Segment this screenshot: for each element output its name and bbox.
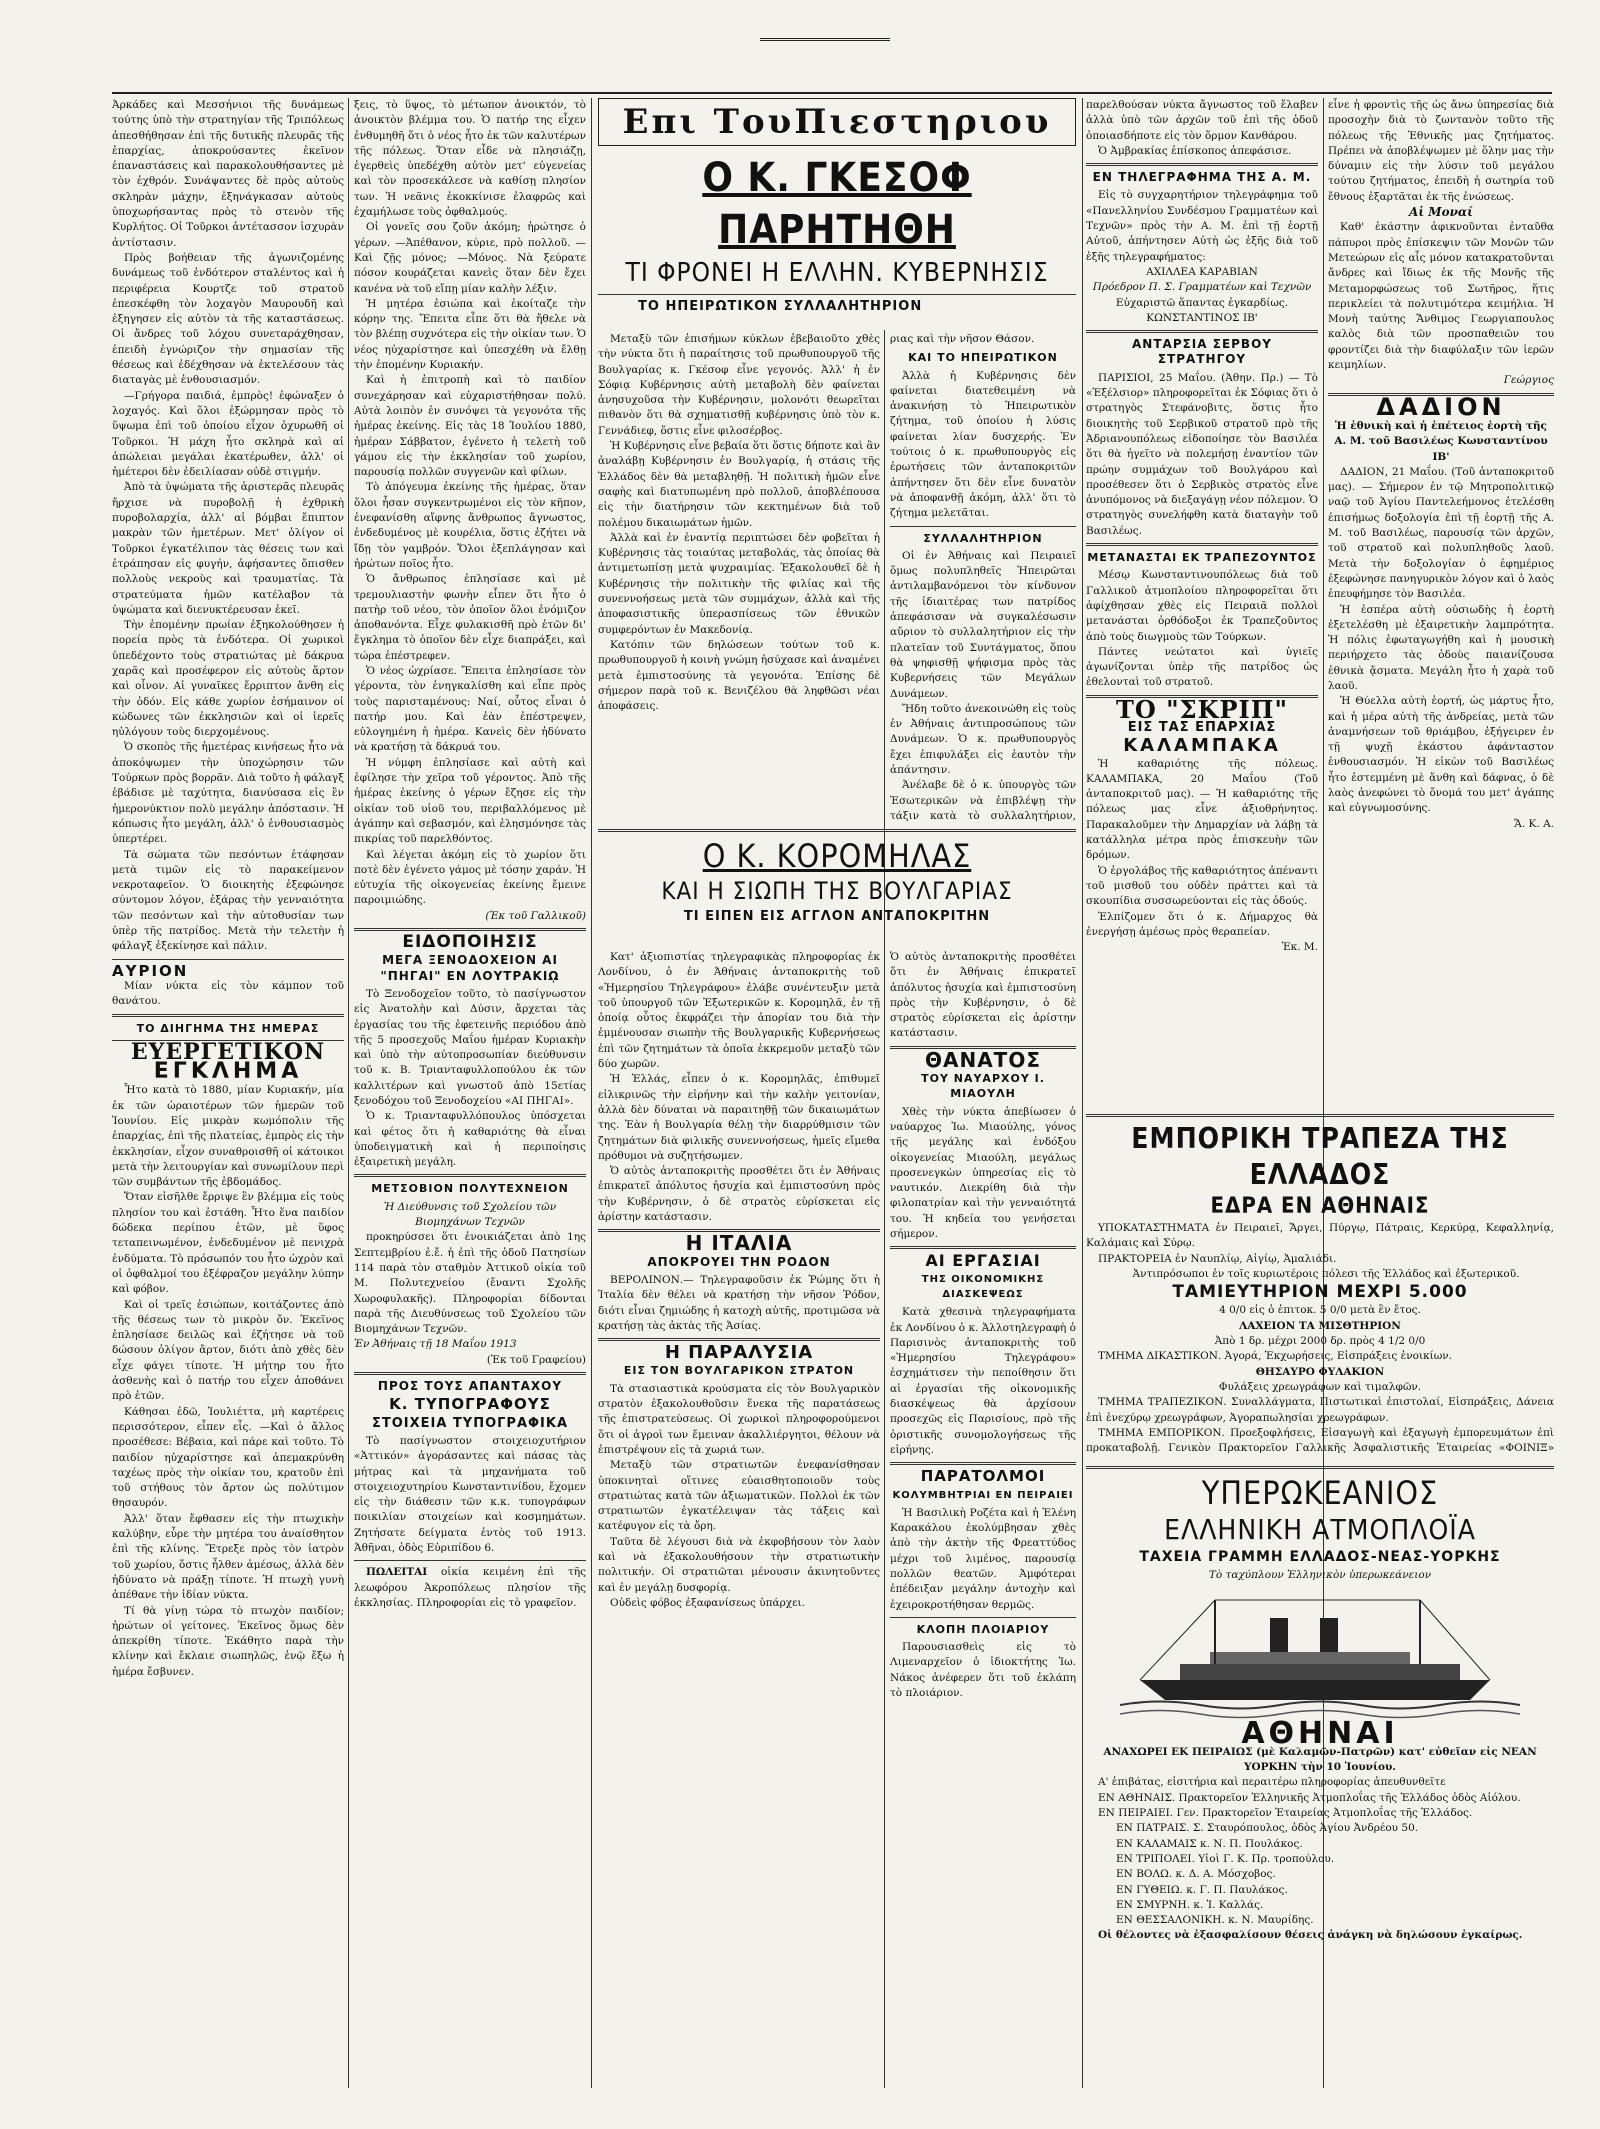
telegram-signature: Εὐχαριστῶ ἅπαντας ἐγκαρδίως.: [1115, 296, 1289, 309]
article-text: Ὁ αὐτὸς ἀνταποκριτὴς προσθέτει ὅτι ἐν Ἀθήναις ἐπικρατεῖ ἀπόλυτος ἡσυχία καὶ ἐμπιστοσύνη πρὸς τὴν Κυβέρνησιν, ὁ δὲ στρατὸς εὑρίσκεται εἰς ἀρίστην κατάστασιν.: [890, 951, 1076, 1040]
bank-text: Ἀντιπρόσωποι ἐν τοῖς κυριωτέροις πόλεσι τῆς Ἑλλάδος καὶ ἐξωτερικοῦ.: [1132, 1267, 1520, 1280]
article-text: Κατὰ χθεσινὰ τηλεγραφήματα ἐκ Λονδίνου ὁ κ. Ἀλλοτηλεγραφὴ ὁ Παρισινὸς ἀνταποκριτὴς τοῦ «Ἡμερησίου Τηλεγράφου» ἐσχημάτισεν τὴν πεποίθησιν ὅτι αἱ ἐργασίαι τῆς οἰκονομικῆς διασκέψεως θὰ ἀρχίσουν προσεχῶς εἰς Παρισίους, πρὸ τῆς ὁριστικῆς συνομολογήσεως τῆς εἰρήνης.: [890, 1306, 1076, 1456]
article-text: Κατόπιν τῶν δηλώσεων τούτων τοῦ κ. πρωθυπουργοῦ ἡ κοινὴ γνώμη ἠσύχασε καὶ ἀναμένει μετὰ ἐμπιστοσύνης τὰ γεγονότα. Ἐπίσης δὲ σήμερον παρὰ τοῦ κ. Βενιζέλου θὰ ληφθῶσι νέαι ἀποφάσεις.: [598, 638, 880, 713]
section-rule: [354, 1560, 586, 1561]
section-rule: [1086, 543, 1318, 546]
bank-text: ΛΑΧΕΙΟΝ ΤΑ ΜΙΣΘΤΗΡΙΟΝ: [1239, 1319, 1401, 1332]
ship-text: ΑΝΑΧΩΡΕΙ ΕΚ ΠΕΙΡΑΙΩΣ (μὲ Καλαμῶν-Πατρῶν) κατ' εὐθεῖαν εἰς ΝΕΑΝ ΥΟΡΚΗΝ τὴν 10 Ἰουνίου.: [1103, 1745, 1537, 1774]
column-divider: [591, 98, 592, 2088]
skrip-sub: ΕΙΣ ΤΑΣ ΕΠΑΡΧΙΑΣ: [1127, 719, 1277, 735]
article-text: Κατ' ἀξιοπιστίας τηλεγραφικὰς πληροφορίας ἐκ Λονδίνου, ὁ ἐν Ἀθήναις ἀνταποκριτὴς τοῦ «Ἡμερησίου Τηλεγράφου» ἐλάβε συνέντευξιν μετὰ τοῦ ὑπουργοῦ τῶν Ἐξωτερικῶν κ. Κορομηλᾶ, ἐν τῇ ὁποίᾳ οὗτος ἐκφράζει τὴν ἀπορίαν του διὰ τὴν ἐμμένουσαν σιωπὴν τῆς Βουλγαρικῆς Κυβερνήσεως ἐπὶ τῶν ζητημάτων τὰ ὁποῖα ἐκκρεμοῦν μεταξὺ τῶν δύο χωρῶν.: [598, 951, 880, 1071]
story-text: Ἡ μητέρα ἐσιώπα καὶ ἐκοίταζε τὴν κόρην της. Ἔπειτα εἶπε ὅτι θὰ ἤθελε νὰ τὸν βλέπῃ συχνότερα εἰς τὴν οἰκίαν των. Ὁ νέος ηὐχαρίστησε καὶ ὑπεσχέθη νὰ ἔλθῃ τὴν ἐπομένην Κυριακήν.: [354, 297, 586, 372]
skrip-signature: Ἐκ. Μ.: [1281, 941, 1318, 954]
section-rule: [890, 526, 1076, 527]
article-text: Ὁ σκοπὸς τῆς ἡμετέρας κινήσεως ἦτο νὰ ἀποκόψωμεν τὴν ὑποχώρησιν τῶν Τούρκων πρὸς βορρᾶν. Διὰ τοῦτο ἡ φάλαγξ ἐβάδισε μὲ ταχύτητα, διανύσασα εἰς ἓν ἡμερονύκτιον πολὺ μεγάλην ἀπόστασιν. Ἡ κόπωσις ἦτο μεγάλη, ἀλλ' ὁ ἐνθουσιασμὸς ὑπερτέρει.: [112, 741, 344, 846]
column-6: [1328, 98, 1554, 1088]
article-text: Οἱ ἐν Ἀθήναις καὶ Πειραιεῖ ὅμως πολυπληθεῖς Ἠπειρῶται ἀντιλαμβανόμενοι τὸν κίνδυνον τῆς ἰδιαιτέρας των πατρίδος ἀπεφάσισαν νὰ συγκαλέσωσιν αὔριον τὸ συλλαλητήριον εἰς τὴν πλατεῖαν τοῦ Συντάγματος, ὅπου θὰ ψηφισθῇ ψήφισμα πρὸς τὰς Κυβερνήσεις τῶν Μεγάλων Δυνάμεων.: [890, 549, 1076, 700]
bank-seat: ΕΔΡΑ ΕΝ ΑΘΗΝΑΙΣ: [1210, 1194, 1430, 1219]
story-text: Ὁ ἄνθρωπος ἐπλησίασε καὶ μὲ τρεμουλιαστὴν φωνὴν εἶπεν ὅτι ἦτο ὁ πατὴρ τοῦ νέου, τὸν ὁποῖον ὅλοι ἐνόμιζον ἀποθανόντα. Εἶχε φυλακισθῆ πρὸ ἐτῶν δι' ἔγκλημα τὸ ὁποῖον δὲν εἶχε διαπράξει, καὶ τώρα ἐπέστρεφεν.: [354, 573, 586, 662]
article-text: Πάντες νεώτατοι καὶ ὑγιεῖς ἀγωνίζονται ὑπὲρ τῆς πατρίδος ὡς ἐθελονταὶ τοῦ στρατοῦ.: [1086, 645, 1318, 689]
article-text: Ἡ Θύελλα αὐτὴ ἑορτή, ὡς μάρτυς ἦτο, καὶ ἡ μέρα αὐτὴ τῆς ἀνδρείας, μετὰ τῶν ἀναμνήσεων τοῦ θριάμβου, ἐξήγειρεν ἐν τῇ ψυχῇ ἑκάστου ἀφάνταστον ἐνθουσιασμόν. Ἡ εἰκὼν τοῦ Βασιλέως ἦτο ἐστεμμένη μὲ ἄνθη καὶ δάφνας, ὁ δὲ λαὸς ἀνεφώνει τὸ ὄνομά του μετ' ἀγάπης καὶ εὐγνωμοσύνης.: [1328, 695, 1554, 815]
column-4: [890, 332, 1076, 822]
column-divider: [884, 330, 885, 2088]
bank-text: ΠΡΑΚΤΟΡΕΙΑ ἐν Ναυπλίῳ, Αἰγίῳ, Ἀμαλιάδι.: [1098, 1252, 1337, 1265]
thanatos-title: ΘΑΝΑΤΟΣ: [924, 1047, 1041, 1072]
ship-line: ΤΑΧΕΙΑ ΓΡΑΜΜΗ ΕΛΛΑΔΟΣ-ΝΕΑΣ-ΥΟΡΚΗΣ: [1139, 1549, 1501, 1565]
bank-text: Ἀπὸ 1 δρ. μέχρι 2000 δρ. πρὸς 4 1/2 0/0: [1214, 1335, 1426, 1348]
story-text: Κάθησαι ἐδῶ, Ἰουλιέττα, μὴ καρτέρεις περισσότερον, εἶπεν εἷς. —Καὶ ὁ ἄλλος προσέθεσε: Βέβαια, καὶ πάρε καὶ τοῦτο. Τὸ παιδίον ηὐχαρίστησε καὶ ἀπεμακρύνθη ταχέως πρὸς τὴν οἰκίαν του, κρατοῦν ἐπὶ τοῦ στήθους τὸν ἄρτον ὡς πολύτιμον θησαυρόν.: [112, 1405, 344, 1510]
section-rule: [598, 829, 1076, 832]
column-divider: [1082, 98, 1083, 2088]
kolymvitriai-title: ΠΑΡΑΤΟΛΜΟΙ: [920, 1467, 1046, 1486]
polytechnic-date: Ἐν Ἀθήναις τῇ 18 Μαΐου 1913: [354, 1338, 517, 1351]
article-text: Ἡ Κυβέρνησις εἶνε βεβαία ὅτι ὅστις δήποτε καὶ ἂν ἀναλάβῃ Κυβέρνησιν ἐν Βουλγαρίᾳ, ἡ στάσις τῆς Ἑλλάδος δὲν θὰ μεταβληθῇ. Ἡ πολιτικὴ ἡμῶν εἶνε σαφὴς καὶ διατυπωμένη πρὸ πολλοῦ, ἀποβλέπουσα εἰς τὴν διατήρησιν τῶν κεκτημένων διὰ τοῦ πολέμου δικαιωμάτων ἡμῶν.: [598, 440, 880, 529]
top-rule: [112, 92, 1552, 94]
headline: Ο Κ. ΓΚΕΣΟΦ ΠΑΡΗΤΗΘΗ: [702, 155, 972, 253]
section-rule: [598, 1338, 880, 1341]
article-text: Οὐδεὶς φόβος ἐξαφανίσεως ὑπάρχει.: [610, 1596, 806, 1609]
article-text: Μεταξὺ τῶν ἐπισήμων κύκλων ἐβεβαιοῦτο χθὲς τὴν νύκτα ὅτι ἡ παραίτησις τοῦ πρωθυπουργοῦ τῆς Βουλγαρίας κ. Γκέσοφ εἶνε γεγονός. Ἀλλ' ἡ ἐν Σόφιᾳ Κυβέρνησις αὐτὴ μεταβολὴ δὲν φαίνεται ἀνησυχοῦσα τὴν Κυβέρνησιν, μολονότι θεωρεῖται πιθανὸν ὅτι θὰ σχηματισθῇ κυβέρνησις ὑπὸ τὸν κ. Γεννάδιεφ, ὅστις εἶνε φιλοσέρβος.: [598, 333, 880, 437]
dadion-signature: Ἄ. Κ. Α.: [1514, 817, 1554, 830]
polytechnic-text: προκηρύσσει ὅτι ἐνοικιάζεται ἀπὸ 1ης Σεπτεμβρίου ἐ.ἔ. ἡ ἐπὶ τῆς ὁδοῦ Πατησίων 114 παρὰ τὸν σταθμὸν Ἀττικοῦ οἰκία τοῦ Μ. Πολυτεχνείου (ἔναντι Σχολῆς Χωροφυλακῆς). Πληροφορίαι δίδονται παρὰ τῆς Διευθύνσεως τοῦ Σχολείου τῶν Βιομηχάνων Τεχνῶν.: [354, 1231, 586, 1336]
page-top-ornament: [760, 38, 890, 49]
ship-agent: ΕΝ ΣΜΥΡΝΗ. κ. Ἰ. Καλλάς.: [1116, 1898, 1264, 1911]
story-title: ΕΓΚΛΗΜΑ: [153, 1059, 303, 1085]
column-1: [112, 98, 344, 2088]
article-text: Ἀνέλαβε δὲ ὁ κ. ὑπουργὸς τῶν Ἐσωτερικῶν νὰ ἐπιβλέψῃ τὴν τάξιν κατὰ τὸ συλλαλητήριον,: [890, 779, 1076, 822]
story-signature: (Ἐκ τοῦ Γαλλικοῦ): [485, 909, 586, 922]
article-text: Ἀλλὰ ἡ Κυβέρνησις δὲν φαίνεται διατεθειμένη νὰ ἀνακινήσῃ τὸ Ἠπειρωτικὸν ζήτημα, τοῦ ὁποίου ἡ λύσις φαίνεται λίαν δυσχερής. Ἐν τούτοις ὁ κ. πρωθυπουργὸς εἰς ἐρωτήσεις τῶν ἀνταποκριτῶν ἀπήντησεν ὅτι δὲν εἶνε δυνατὸν νὰ ἀποφανθῇ ἀκόμη, ἀλλ' ὅτι τὸ ζήτημα μελετᾶται.: [890, 369, 1076, 520]
ship-agent: ΕΝ ΒΟΛΩ. κ. Δ. Α. Μόσχοβος.: [1116, 1868, 1276, 1881]
italia-sub: ΑΠΟΚΡΟΥΕΙ ΤΗΝ ΡΟΔΟΝ: [647, 1254, 831, 1269]
article-text: Ἡ Ἑλλάς, εἶπεν ὁ κ. Κορομηλᾶς, ἐπιθυμεῖ εἰλικρινῶς τὴν εἰρήνην καὶ τὴν καλὴν γειτονίαν, ἀλλὰ δὲν δύναται νὰ παραιτηθῇ τῶν δικαιωμάτων της. Ἐὰν ἡ Βουλγαρία θέλῃ τὴν διαρρύθμισιν τῶν ζητημάτων διὰ φιλικῆς συνεννοήσεως, ἡμεῖς εἴμεθα πρόθυμοι νὰ συζητήσωμεν.: [598, 1073, 880, 1162]
section-rule: [354, 928, 586, 931]
klopi-title: ΚΛΟΠΗ ΠΛΟΙΑΡΙΟΥ: [916, 1622, 1050, 1636]
article-text: —Γρήγορα παιδιά, ἐμπρὸς! ἐφώναξεν ὁ λοχαγός. Καὶ ὅλοι ἐξώρμησαν πρὸς τὸ ὕψωμα ἐπὶ τοῦ ὁποίου εἶχον ὀχυρωθῆ οἱ Τοῦρκοι. Ἡ μάχη ἦτο σκληρὰ καὶ αἱ ἀπώλειαι μεγάλαι ἑκατέρωθεν, ἀλλ' οἱ ἡμέτεροι δὲν ἐδειλίασαν οὐδὲ στιγμήν.: [112, 389, 344, 479]
ship-agent: ΕΝ ΤΡΙΠΟΛΕΙ. Υἱοὶ Γ. Κ. Πρ. τροπούλου.: [1116, 1852, 1335, 1865]
dadion-subtitle: Ἡ ἐθνικὴ καὶ ἡ ἐπέτειος ἑορτὴ τῆς Α. Μ. τοῦ Βασιλέως Κωνσταντίνου ΙΒ': [1334, 419, 1548, 463]
article-text: ΠΑΡΙΣΙΟΙ, 25 Μαΐου. (Ἀθην. Πρ.) — Τὸ «Ἐξέλσιορ» πληροφορεῖται ἐκ Σόφιας ὅτι ὁ στρατηγὸς Στεφάνοβιτς, ὅστις ἦτο διοικητὴς τοῦ Σερβικοῦ στρατοῦ πρὸ τῆς Ἀδριανουπόλεως εἰδοποίησε τὸν Βασιλέα ὅτι θὰ ἠγεῖτο νὰ πολεμήσῃ ἐναντίον τῶν πρώην συμμάχων τοῦ Βουλγάρου καὶ προσέθεσεν ὅτι ὁ Σερβικὸς στρατὸς εἶνε ἀνυπόμονος νὰ διεξαγάγῃ νέον πόλεμον. Ὁ στρατηγὸς συνελήφθη κατὰ διαταγὴν τοῦ Βασιλέως.: [1086, 371, 1318, 537]
article-text: Ὁ Ἀμβρακίας ἐπίσκοπος ἀπεφάσισε.: [1098, 144, 1292, 157]
typo-text: Τὸ πασίγνωστον στοιχειοχυτήριον «Ἀττικόν» ἀγοράσαντες καὶ πάσας τὰς μήτρας καὶ τὰ μηχανήματα τοῦ στοιχειοχυτηρίου Κωνσταντινίδου, ἔχομεν εἰς τὴν διάθεσιν τῶν κ.κ. τυπογράφων ποικιλίαν στοιχείων καὶ κοσμημάτων. Ζητήσατε δείγματα ἐντὸς τοῦ 1913. Ἀθῆναι, ὁδὸς Εὐριπίδου 6.: [354, 1434, 586, 1555]
ship-caption: Τὸ ταχύπλουν Ἑλληνικὸν ὑπερωκεάνειον: [1208, 1569, 1432, 1582]
article-text: Ἡ ἐσπέρα αὐτὴ οὐσιωδὴς ἡ ἑορτὴ ἐξετελέσθη μὲ ἐξαιρετικὴν λαμπρότητα. Ἡ πόλις ἐφωταγωγήθη καὶ ἡ μουσικὴ περιήρχετο τὰς ὁδοὺς παιανίζουσα ἐθνικὰ ᾄσματα. Μεγάλη ἦτο ἡ χαρὰ τοῦ λαοῦ.: [1328, 603, 1554, 692]
story-text: Τὸ ἀπόγευμα ἐκείνης τῆς ἡμέρας, ὅταν ὅλοι ἦσαν συγκεντρωμένοι εἰς τὸν κῆπον, ἐνεφανίσθη αἴφνης ἄνθρωπος ἄγνωστος, ἐνδεδυμένος μὲ κουρέλια, ὅστις ἐζήτει νὰ ἴδῃ τὸν γαμβρόν. Ὅλοι ἐξεπλάγησαν καὶ ἠρώτων ποῖος ἦτο.: [354, 481, 586, 570]
bank-text: Φυλάξεις χρεωγράφων καὶ τιμαλφῶν.: [1218, 1380, 1422, 1393]
article-text: Ἀλλὰ καὶ ἐν ἐναντίᾳ περιπτώσει δὲν φοβεῖται ἡ Κυβέρνησις τὰς τοιαύτας μεταβολάς, τὰς ὁποίας θὰ ἀντιμετωπίσῃ μετὰ ψυχραιμίας. Ἐξακολουθεῖ δὲ ἡ Κυβέρνησις τὴν πολιτικὴν τῆς φιλίας καὶ τῆς συνεννοήσεως μετὰ τῶν συμμάχων, ἀλλὰ καὶ τῆς ἀποφασιστικῆς ὑπερασπίσεως τῶν ἐθνικῶν συμφερόντων ἐν Μακεδονίᾳ.: [598, 531, 880, 636]
section-rule: [1086, 1114, 1554, 1117]
story-text: Ἀλλ' ὅταν ἔφθασεν εἰς τὴν πτωχικὴν καλύβην, εὗρε τὴν μητέρα του ἀναίσθητον ἐπὶ τῆς κλίνης. Ἔτρεξε πρὸς τὸν ἰατρὸν τοῦ χωρίου, ὅστις ἦλθεν ἀμέσως, ἀλλὰ δὲν ἠδύνατο νὰ πράξῃ τίποτε. Ἡ πτωχὴ γυνὴ ἀπέθανε τὴν ἰδίαν νύκτα.: [112, 1512, 344, 1602]
deck: ΤΙ ΦΡΟΝΕΙ Η ΕΛΛΗΝ. ΚΥΒΕΡΝΗΣΙΣ: [625, 258, 1049, 288]
article-text: Καθ' ἑκάστην ἀφικνοῦνται ἐνταῦθα πάπυροι πρὸς ἐπίσκεψιν τῶν Μονῶν τῶν Μετεώρων εἰς αἷς μόνον κατακρατοῦνται ἄνδρες καὶ ἴδιως ἐκ τῆς Μονῆς τῆς Μεταμορφώσεως τοῦ Σωτῆρος, ἥτις περικλείει τὰ πολυτιμότερα κειμήλια. Ἡ Μονὴ ταύτης Ἄνθιμος Γεωργιαπουλος καλὸς διὰ τῶν προσπαθειῶν του φροντίζει διὰ τὴν διαφύλαξιν τῶν ἱερῶν κειμηλίων.: [1328, 221, 1554, 372]
aurion-text: Μίαν νύκτα εἰς τὸν κάμπον τοῦ θανάτου.: [112, 979, 344, 1008]
skrip-title: ΤΟ "ΣΚΡΙΠ": [1116, 694, 1288, 724]
sale-body: οἰκία κειμένη ἐπὶ τῆς λεωφόρου Ἀκροπόλεως πλησίον τῆς ἐκκλησίας. Πληροφορίαι εἰς τὸ γραφεῖον.: [354, 1566, 586, 1609]
section-rule: [598, 294, 1076, 295]
koromilas-deck: ΚΑΙ Η ΣΙΩΠΗ ΤΗΣ ΒΟΥΛΓΑΡΙΑΣ: [661, 877, 1013, 905]
ship-advertisement: [1086, 1462, 1554, 2088]
column-4-lower: [890, 950, 1076, 2088]
article-text: Ἤδη τοῦτο ἀνεκοινώθη εἰς τοὺς ἐν Ἀθήναις ἀντιπροσώπους τῶν Δυνάμεων. Ὁ κ. πρωθυπουργὸς ἔχει ἐπιφυλάξει εἰς ἑαυτὸν τὴν ἀπάντησιν.: [890, 702, 1076, 777]
koromilas-header: [598, 825, 1076, 945]
story-text: Ἦτο κατὰ τὸ 1880, μίαν Κυριακήν, μία ἐκ τῶν ὡραιοτέρων τῶν ἡμερῶν τοῦ Ἰουνίου. Εἰς μικρὰν κωμόπολιν τῆς ἐπαρχίας, ἐπὶ τῆς πλατείας, ἐμπρὸς εἰς τὴν ἐκκλησίαν, εἶχον συναθροισθῆ οἱ κάτοικοι μετὰ τὴν λειτουργίαν καὶ συνωμίλουν περὶ τῶν συμβάντων τῆς ἑβδομάδος.: [112, 1084, 344, 1189]
bank-text: ΤΜΗΜΑ ΤΡΑΠΕΖΙΚΟΝ. Συναλλάγματα, Πιστωτικαὶ ἐπιστολαί, Εἰσπράξεις, Δάνεια ἐπὶ ἐνεχύρῳ χρεωγράφων, Ἀγοραπωλησίαι χρεωγράφων.: [1086, 1396, 1554, 1424]
article-text: Μέσῳ Κωνσταντινουπόλεως διὰ τοῦ Γαλλικοῦ ἀτμοπλοίου πληροφορεῖται ὅτι ἀφίχθησαν χθὲς εἰς Πειραιᾶ πολλοὶ μετανάσται ὀρθόδοξοι ἐκ Τραπεζοῦντος ἀπὸ τοὺς διωγμοὺς τῶν Τούρκων.: [1086, 569, 1318, 643]
article-text: Ὁ ἐργολάβος τῆς καθαριότητος ἀπέναντι τοῦ μισθοῦ του οὐδὲν πράττει καὶ τὰ σκουπίδια συσσωρεύονται εἰς τὰς ὁδούς.: [1086, 864, 1318, 908]
section-rule: [112, 959, 344, 960]
paralysia-title: Η ΠΑΡΑΛΥΣΙΑ: [664, 1342, 814, 1364]
column-2: [354, 98, 586, 2088]
section-rule: [112, 1014, 344, 1017]
polytechnic-subtitle: Ἡ Διεύθυνσις τοῦ Σχολείου τῶν Βιομηχάνων Τεχνῶν: [383, 1200, 557, 1229]
article-text: Ἡ καθαριότης τῆς πόλεως. ΚΑΛΑΜΠΑΚΑ, 20 Μαΐου (Τοῦ ἀνταποκριτοῦ μας). — Ἡ καθαριότης τῆς πόλεως μας εἶνε ἀξιοθρήνητος. Παρακαλοῦμεν τὴν Δημαρχίαν νὰ λάβῃ τὰ κατάλληλα μέτρα πρὸς ἐπισκευὴν τῶν δρόμων.: [1086, 757, 1318, 862]
notice-text: Τὸ Ξενοδοχεῖον τοῦτο, τὸ πασίγνωστον εἰς Ἀνατολὴν καὶ Δύσιν, ἄρχεται τὰς ἐργασίας του τῆς ἐφετεινῆς περιόδου ἀπὸ τῆς 5 προσεχοῦς Μαΐου ἡμέραν Κυριακὴν καὶ ὑπὸ τὴν αὐτοπροσωπίαν διεύθυνσιν τοῦ κ. Β. Τριανταφυλλοπούλου ἐκ τῶν καλλιτέρων καὶ γνωστοῦ ἀπὸ 15ετίας ξενοδόχου τοῦ Ξενοδοχείου «ΑΙ ΠΗΓΑΙ».: [354, 987, 586, 1107]
bank-text: ΥΠΟΚΑΤΑΣΤΗΜΑΤΑ ἐν Πειραιεῖ, Ἄργει, Πύργῳ, Πάτραις, Κερκύρᾳ, Κεφαλληνίᾳ, Καλάμαις καὶ Σύρῳ.: [1086, 1222, 1554, 1250]
column-5: [1086, 98, 1318, 1128]
monai-signature: Γεώργιος: [1503, 374, 1554, 387]
article-text: Πρὸς βοήθειαν τῆς ἀγωνιζομένης δυνάμεως τοῦ ἐνδότερον σταλέντος καὶ ἡ περιφέρεια Κουρτζε τοῦ στρατοῦ ἐπεσκέφθη τὸν λοχαγὸν Μαυρουδῆ καὶ ἐξηγησεν εἰς αὐτὸν τὰ τῆς καταστάσεως. Οἱ ἄνδρες τοῦ λόχου συνεταράχθησαν, ἐπειδὴ ἐγνώριζον τὴν σημασίαν τῆς θέσεως καὶ ἐδέχθησαν νὰ ἐκτελέσουν τὰς διαταγὰς μὲ ἐνθουσιασμόν.: [112, 251, 344, 387]
subhead: ΣΥΛΛΑΛΗΤΗΡΙΟΝ: [923, 531, 1043, 545]
story-text: Ὅταν εἰσῆλθε ἔρριψε ἓν βλέμμα εἰς τοὺς πλησίον του καὶ ἐστάθη. Ἦτο ἕνα παιδίον δώδεκα περίπου ἐτῶν, μὲ ὕφος τεταπεινωμένον, ἐνδεδυμένον μὲ πενιχρὰ ἐνδύματα. Τὸ πρόσωπόν του ἦτο ὠχρὸν καὶ οἱ ὀφθαλμοί του ἐξέφραζον μεγάλην λύπην καὶ φόβον.: [112, 1191, 344, 1296]
ergasiai-sub: ΤΗΣ ΟΙΚΟΝΟΜΙΚΗΣ ΔΙΑΣΚΕΨΕΩΣ: [921, 1273, 1045, 1300]
story-text: Ὁ νέος ὠχρίασε. Ἔπειτα ἐπλησίασε τὸν γέροντα, τὸν ἐνηγκαλίσθη καὶ εἶπε πρὸς τοὺς παρισταμένους: Ναί, οὗτος εἶναι ὁ πατήρ μου. Καὶ ἐὰν ἐπέστρεψεν, εὐλογημένη ἡ ἡμέρα. Κανεὶς δὲν ἠδύνατο νὰ κρατήσῃ τὰ δάκρυά του.: [354, 664, 586, 754]
article-text: Χθὲς τὴν νύκτα ἀπεβίωσεν ὁ ναύαρχος Ἰω. Μιαούλης, γόνος τῆς μεγάλης καὶ ἐνδόξου οἰκογενείας Μιαούλη, μεγάλως προσενεγκὼν ὑπηρεσίας εἰς τὸ ναυτικόν. Διεκρίθη διὰ τὴν φιλοπατρίαν καὶ τὴν γενναιότητά του. Ἡ κηδεία του γενήσεται σήμερον.: [890, 1105, 1076, 1241]
ship-text: ΕΝ ΑΘΗΝΑΙΣ. Πρακτορεῖον Ἑλληνικῆς Ἀτμοπλοΐας τῆς Ἑλλάδος ὁδὸς Αἰόλου.: [1098, 1791, 1521, 1804]
ship-text: ΕΝ ΠΕΙΡΑΙΕΙ. Γεν. Πρακτορεῖον Ἑταιρείας Ἀτμοπλοΐας τῆς Ἑλλάδος.: [1098, 1807, 1473, 1820]
typo-title: Κ. ΤΥΠΟΓΡΑΦΟΥΣ: [389, 1395, 551, 1414]
section-rule: [354, 1372, 586, 1375]
bank-savings: ΤΑΜΙΕΥΤΗΡΙΟΝ ΜΕΧΡΙ 5.000: [1172, 1282, 1468, 1303]
story-text: Καὶ λέγεται ἀκόμη εἰς τὸ χωρίον ὅτι ποτὲ δὲν ἐγένετο γάμος μὲ τόσην χαράν. Ἡ εὐτυχία τῆς οἰκογενείας ἐκείνης ἔμεινε παροιμιώδης.: [354, 848, 586, 907]
story-text: Ἡ νύμφη ἐπλησίασε καὶ αὐτὴ καὶ ἐφίλησε τὴν χεῖρα τοῦ γέροντος. Ἀπὸ τῆς ἡμέρας ἐκείνης ὁ γέρων ἔζησε εἰς τὴν οἰκίαν τοῦ υἱοῦ του, περιβαλλόμενος μὲ ἀγάπην καὶ σεβασμόν, καὶ ἐλησμόνησε τὰς πικρίας τοῦ παρελθόντος.: [354, 756, 586, 846]
story-label: ΤΟ ΔΙΗΓΗΜΑ ΤΗΣ ΗΜΕΡΑΣ: [136, 1021, 320, 1035]
article-text: εἶνε ἡ φροντὶς τῆς ὡς ἄνω ὑπηρεσίας διὰ προσοχὴν διὰ τὸ ζωντανὸν τοῦτο τῆς πόλεως τῆς Ἐθνικῆς μας ζητήματος. Πρέπει νὰ ἀποβλέψωμεν μὲ ὅλην μας τὴν δύναμιν εἰς τὴν λύσιν τοῦ μεγάλου τούτου ζητήματος, ἐπειδὴ ἡ σωτηρία τοῦ ἔθνους ἐξαρτᾶται ἐκ τῆς ἐνώσεως.: [1328, 99, 1554, 203]
article-text: Παρουσιασθεὶς εἰς τὸ Λιμεναρχεῖον ὁ ἰδιοκτήτης Ἰω. Νάκος ἀνέφερεν ὅτι τοῦ ἐκλάπη τὸ πλοιάριον.: [890, 1641, 1076, 1700]
koromilas-sub: ΤΙ ΕΙΠΕΝ ΕΙΣ ΑΓΓΛΟΝ ΑΝΤΑΠΟΚΡΙΤΗΝ: [683, 909, 991, 924]
paralysia-sub: ΕΙΣ ΤΟΝ ΒΟΥΛΓΑΡΙΚΟΝ ΣΤΡΑΤΟΝ: [623, 1364, 855, 1378]
ship-agent: ΕΝ ΘΕΣΣΑΛΟΝΙΚΗ. κ. Ν. Μαυρίδης.: [1116, 1914, 1314, 1927]
bank-advertisement: [1086, 1110, 1554, 1455]
subheadline: ΤΟ ΗΠΕΙΡΩΤΙΚΟΝ ΣΥΛΛΑΛΗΤΗΡΙΟΝ: [638, 299, 923, 314]
column-divider: [348, 98, 349, 2088]
sale-text: [354, 1565, 586, 1611]
section-rule: [1086, 330, 1318, 333]
telegram-signature: Πρόεδρον Π. Σ. Γραμματέων καὶ Τεχνῶν: [1092, 281, 1312, 294]
notice-text: Ὁ κ. Τριανταφυλλόπουλος ὑπόσχεται καὶ φέτος ὅτι ἡ καθαριότης θὰ εἶναι ὑποδειγματικὴ καὶ ἡ περιποίησις ἐξαιρετικὴ μεγάλη.: [354, 1110, 586, 1169]
ship-title: ΕΛΛΗΝΙΚΗ ΑΤΜΟΠΛΟΪΑ: [1164, 1513, 1476, 1546]
article-text: Τὴν ἑπομένην πρωίαν ἐξηκολούθησεν ἡ πορεία πρὸς τὰ ἐνδότερα. Οἱ χωρικοὶ ὑπεδέχοντο τοὺς στρατιώτας μὲ δάκρυα χαρᾶς καὶ προσέφερον εἰς αὐτοὺς ἄρτον καὶ οἶνον. Αἱ γυναῖκες ἔρριπτον ἄνθη εἰς τὴν ὁδόν. Εἰς κάθε χωρίον ἐσήμαινον οἱ κώδωνες τῶν ἐκκλησιῶν καὶ οἱ ἱερεῖς ηὐλόγουν τοὺς διερχομένους.: [112, 619, 344, 739]
polytechnic-signature: (Ἐκ τοῦ Γραφείου): [486, 1353, 586, 1366]
telegram-title: ΕΝ ΤΗΛΕΓΡΑΦΗΜΑ ΤΗΣ Α. Μ.: [1092, 170, 1312, 185]
ship-agent: ΕΝ ΠΑΤΡΑΙΣ. Σ. Σταυρόπουλος, ὁδὸς Ἀγίου Ἀνδρέου 50.: [1116, 1822, 1419, 1835]
ship-agent: ΕΝ ΚΑΛΑΜΑΙΣ κ. Ν. Π. Πουλάκος.: [1116, 1837, 1303, 1850]
story-text: Τί θὰ γίνῃ τώρα τὸ πτωχὸν παιδίον; ἠρώτων οἱ γείτονες. Ἐκεῖνος ὅμως δὲν ἀπεκρίθη τίποτε. Ἐκάθητο παρὰ τὴν κλίνην καὶ ἔκλαιε σιωπηλῶς, ἐνῷ ἔξω ἡ ἡμέρα ἔσβυνεν.: [112, 1604, 344, 1678]
article-text: Ὁ αὐτὸς ἀνταποκριτὴς προσθέτει ὅτι ἐν Ἀθήναις ἐπικρατεῖ ἀπόλυτος ἡσυχία καὶ ἐμπιστοσύνη πρὸς τὴν Κυβέρνησιν, ὁ δὲ στρατὸς εὑρίσκεται εἰς ἀρίστην κατάστασιν.: [598, 1165, 880, 1224]
section-rule: [1086, 1466, 1554, 1469]
italia-title: Η ΙΤΑΛΙΑ: [685, 1231, 793, 1256]
subhead: ΚΑΙ ΤΟ ΗΠΕΙΡΩΤΙΚΟΝ: [908, 351, 1058, 365]
article-text: Ἡ Βασιλικὴ Ροζέτα καὶ ἡ Ἑλένη Καρακάλου ἐκολύμβησαν χθὲς ἀπὸ τὴν ἀκτὴν τῆς Φρεαττύδος μέχρι τοῦ λιμένος, παρουσίᾳ πολλῶν θεατῶν. Ἀμφότεραι ἐπέδειξαν μεγάλην ἀντοχὴν καὶ ἐχειροκροτήθησαν θερμῶς.: [890, 1506, 1076, 1611]
story-text: Καὶ οἱ τρεῖς ἐσιώπων, κοιτάζοντες ἀπὸ τῆς θέσεως των τὸ μικρὸν ὄν. Ἐκεῖνος ἐπλησίασε δειλῶς καὶ ἐζήτησε νὰ τοῦ δώσουν ὀλίγον ἄρτον, διότι ἀπὸ χθὲς δὲν εἶχε φάγει τίποτε. Ἡ μήτηρ του ἦτο ἀσθενὴς καὶ ὁ πατήρ του εἶχεν ἀποθάνει πρὸ ἐτῶν.: [112, 1298, 344, 1403]
ship-name: ΑΘΗΝΑΙ: [1241, 1715, 1399, 1751]
front-header: [598, 98, 1076, 330]
section-rule: [890, 1246, 1076, 1249]
bank-text: ΘΗΣΑΥΡΟ ΦΥΛΑΚΙΟΝ: [1255, 1365, 1385, 1378]
telegram-signature: ΚΩΝΣΤΑΝΤΙΝΟΣ ΙΒ': [1146, 311, 1258, 324]
article-text: ΔΑΔΙΟΝ, 21 Μαΐου. (Τοῦ ἀνταποκριτοῦ μας). — Σήμερον ἐν τῷ Μητροπολιτικῷ ναῷ τοῦ Ἁγίου Παντελεήμονος ἐτελέσθη ἐπισήμως δοξολογία ἐπὶ τῇ ἑορτῇ τῆς Α. Μ. τοῦ Βασιλέως, παρουσίᾳ τῶν ἀρχῶν, τοῦ στρατοῦ καὶ πολυπληθοῦς λαοῦ. Μετὰ τὴν δοξολογίαν ὁ ἐφημέριος ἐξεφώνησε πανηγυρικὸν λόγον καὶ ὁ λαὸς ἐπευφήμησε τὸν Βασιλέα.: [1328, 465, 1554, 601]
article-text: Τὰ στασιαστικὰ κρούσματα εἰς τὸν Βουλγαρικὸν στρατὸν ἐξακολουθοῦσιν ἕνεκα τῆς παρατάσεως τῆς ἐπιστρατεύσεως. Οἱ χωρικοὶ πληροφορούμενοι ὅτι οἱ ἀγροὶ των ἔμειναν ἀκαλλιέργητοι, θέλουν νὰ ἐπιστρέψουν εἰς τὰ χωριά των.: [598, 1382, 880, 1456]
typo-title: ΠΡΟΣ ΤΟΥΣ ΑΠΑΝΤΑΧΟΥ: [377, 1379, 563, 1394]
typo-title: ΣΤΟΙΧΕΙΑ ΤΥΠΟΓΡΑΦΙΚΑ: [371, 1415, 569, 1431]
story-text: ξεις, τὸ ὕψος, τὸ μέτωπον ἀνοικτόν, τὸ ἀνοικτὸν βλέμμα του. Ὁ πατήρ της εἶχεν ἐνθυμηθῆ ὅτι ὁ νέος ἦτο ἐκ τῶν καλυτέρων τῆς πόλεως. Ὅταν εἶδε νὰ πλησιάζῃ, ἐγερθεὶς ὑπεδέχθη αὐτὸν μετ' εὐγενείας καὶ τὸν προσεκάλεσε νὰ καθίσῃ πλησίον των. Ἡ νεᾶνις ἐκοκκίνισε ἐλαφρῶς καὶ ἐχαμήλωσε τοὺς ὀφθαλμούς.: [354, 99, 586, 219]
aurion-title: ΑΥΡΙΟΝ: [112, 961, 189, 980]
polytechnic-title: ΜΕΤΣΟΒΙΟΝ ΠΟΛΥΤΕΧΝΕΙΟΝ: [371, 1182, 569, 1196]
article-text: Ταῦτα δὲ λέγουσι διὰ νὰ ἐκφοβήσουν τὸν λαὸν καὶ νὰ ἐξακολουθήσουν τὴν στρατιωτικὴν πολιτικήν. Οἱ στρατιῶται μένουσιν ἀκινητοῦντες καὶ ἐν μεγάλῃ δυσφορίᾳ.: [598, 1535, 880, 1594]
article-text: Εἰς τὸ συγχαρητήριον τηλεγράφημα τοῦ «Πανελληνίου Συνδέσμου Γραμματέων καὶ Τεχνῶν» πρὸς τὴν Α. Μ. ἐπὶ τῇ ἑορτῇ Αὐτοῦ, ἀπήντησεν Αὐτὴ ὡς ἑξῆς διὰ τοῦ ἑξῆς τηλεγραφήματος:: [1086, 189, 1318, 263]
bank-text: ΤΜΗΜΑ ΔΙΚΑΣΤΙΚΟΝ. Ἀγορά, Ἐκχωρήσεις, Εἰσπράξεις ἐνοικίων.: [1098, 1350, 1453, 1363]
ship-text: Α' ἐπιβάτας, εἰσιτήρια καὶ περαιτέρω πληροφορίας ἀπευθυνθεῖτε: [1098, 1776, 1446, 1789]
bank-text: ΤΜΗΜΑ ΕΜΠΟΡΙΚΟΝ. Προεξοφλήσεις, Εἰσαγωγὴ καὶ ἐξαγωγὴ ἐμπορευμάτων ἐπὶ προκαταβολῇ. Γενικὸν Πρακτορεῖον Γαλλικῆς Ἀσφαλιστικῆς Ἑταιρείας «ΦΟΙΝΙΞ»: [1086, 1426, 1554, 1455]
koromilas-title: Ο Κ. ΚΟΡΟΜΗΛΑΣ: [702, 837, 972, 875]
bank-title: ΕΜΠΟΡΙΚΗ ΤΡΑΠΕΖΑ ΤΗΣ ΕΛΛΑΔΟΣ: [1131, 1122, 1509, 1191]
section-rule: [890, 1617, 1076, 1618]
thanatos-sub: ΤΟΥ ΝΑΥΑΡΧΟΥ Ι. ΜΙΑΟΥΛΗ: [921, 1072, 1045, 1101]
story-text: Καὶ ἡ ἐπιτροπὴ καὶ τὸ παιδίον συνεχάρησαν καὶ εὐχαριστήθησαν πολύ. Αὐτὰ λοιπὸν ἐν συνόψει τὰ γεγονότα τῆς ἡμέρας ἐκείνης. Εἰς τὰς 18 Ἰουλίου 1880, ἡμέραν Σάββατον, ἐγένετο ἡ τελετὴ τοῦ γάμου εἰς τὴν ἐκκλησίαν τοῦ χωρίου, παρουσίᾳ πολλῶν συγγενῶν καὶ φίλων.: [354, 374, 586, 479]
antarsia-title: ΑΝΤΑΡΣΙΑ ΣΕΡΒΟΥ ΣΤΡΑΤΗΓΟΥ: [1132, 337, 1272, 367]
section-rule: [354, 1174, 586, 1177]
telegram-signature: ΑΧΙΛΛΕΑ ΚΑΡΑΒΙΑΝ: [1146, 265, 1258, 278]
column-3-lower: [598, 950, 880, 2088]
article-text: ριας καὶ τὴν νῆσον Θάσον.: [890, 333, 1035, 345]
notice-subtitle: ΜΕΓΑ ΞΕΝΟΔΟΧΕΙΟΝ ΑΙ "ΠΗΓΑΙ" ΕΝ ΛΟΥΤΡΑΚΙῼ: [380, 953, 560, 983]
article-text: Ἐλπίζομεν ὅτι ὁ κ. Δήμαρχος θὰ ἐνεργήσῃ ἀμέσως πρὸς θεραπείαν.: [1086, 910, 1318, 938]
section-rule: [890, 1462, 1076, 1465]
ergasiai-title: ΑΙ ΕΡΓΑΣΙΑΙ: [925, 1251, 1041, 1271]
kolymvitriai-sub: ΚΟΛΥΜΒΗΤΡΙΑΙ ΕΝ ΠΕΙΡΑΙΕΙ: [892, 1489, 1074, 1501]
article-text: Ἀπὸ τὰ ὑψώματα τῆς ἀριστερᾶς πλευρᾶς ἤρχισε νὰ πυροβολῇ ἡ ἐχθρικὴ πυροβολαρχία, ἀλλ' αἱ βόμβαι ἔπιπτον μακρὰν τῶν ἡμετέρων. Μετ' ὀλίγον οἱ Τοῦρκοι ἐγκατέλιπον τὰς θέσεις των καὶ ἐτράπησαν εἰς φυγήν, ἀφήσαντες ὄπισθεν πολλοὺς νεκροὺς καὶ τραυματίας. Τὰ στρατεύματα ἡμῶν κατέλαβον τὰ ὑψώματα καὶ διενυκτέρευσαν ἐκεῖ.: [112, 481, 344, 616]
metanastai-title: ΜΕΤΑΝΑΣΤΑΙ ΕΚ ΤΡΑΠΕΖΟΥΝΤΟΣ: [1087, 551, 1317, 565]
monai-title: Αἱ Μοναί: [1409, 205, 1473, 220]
ship-agent: ΕΝ ΓΥΘΕΙΩ. κ. Γ. Π. Παυλάκος.: [1116, 1883, 1288, 1896]
ship-title: ΥΠΕΡΩΚΕΑΝΙΟΣ: [1201, 1474, 1439, 1512]
article-text: Τὰ σώματα τῶν πεσόντων ἐτάφησαν μετὰ τιμῶν εἰς τὸ παρακείμενον νεκροταφεῖον. Ὁ διοικητὴς ἐξεφώνησε σύντομον λόγον, ἐξάρας τὴν γενναιότητα τῶν πεσόντων καὶ τὴν αὐτοθυσίαν των ὑπὲρ τῆς πατρίδος. Μετὰ τὴν τελετὴν ἡ φάλαγξ ἐξεκίνησε καὶ πάλιν.: [112, 848, 344, 953]
ship-illustration-icon: [1120, 1590, 1520, 1720]
notice-title: ΕΙΔΟΠΟΙΗΣΙΣ: [402, 932, 538, 953]
ship-text: Οἱ θέλοντες νὰ ἐξασφαλίσουν θέσεις ἀνάγκη νὰ δηλώσουν ἐγκαίρως.: [1098, 1929, 1523, 1942]
story-text: Οἱ γονεῖς σου ζοῦν ἀκόμη; ἠρώτησε ὁ γέρων. —Ἀπέθανον, κύριε, πρὸ πολλοῦ. —Καὶ ζῇς μόνος; —Μόνος. Νὰ ξεύρατε πόσον κουράζεται κανεὶς ὅταν δὲν ἔχει κανένα νὰ τοῦ εἴπῃ μίαν καλὴν λέξιν.: [354, 221, 586, 295]
story-title: ΕΥΕΡΓΕΤΙΚΟΝ: [130, 1038, 326, 1065]
skrip-city: ΚΑΛΑΜΠΑΚΑ: [1123, 735, 1281, 757]
article-text: παρελθούσαν νύκτα ἄγνωστος τοῦ ἔλαβεν ἀλλὰ ὑπὸ τῶν ἀρχῶν τοῦ ἐπὶ τῆς ὁδοῦ ὁποιασδήποτε εἰς τὸν ὅρμον Κανθάρου.: [1086, 99, 1318, 142]
header-box: Επι ΤουΠιεστηριου: [598, 98, 1076, 146]
bank-text: 4 0/0 εἰς ὁ ἐπιτοκ. 5 0/0 μετὰ ἓν ἔτος.: [1219, 1304, 1421, 1317]
article-text: ΒΕΡΟΛΙΝΟΝ.— Τηλεγραφοῦσιν ἐκ Ῥώμης ὅτι ἡ Ἰταλία δὲν θέλει νὰ κρατήσῃ τὴν νῆσον Ῥόδον, διότι εἶναι ζημιώδης ἡ κατοχὴ αὐτῆς, προτιμῶσα νὰ κρατήσῃ τὰς ἀκτὰς τῆς Ἀσίας.: [598, 1273, 880, 1332]
article-text: Μεταξὺ τῶν στρατιωτῶν ἐνεφανίσθησαν ὑποκινηταὶ οἵτινες εὐαισθητοποιοῦν τοὺς στρατιώτας κατὰ τῶν ἀξιωματικῶν. Πολλοὶ ἐκ τῶν στρατιωτῶν ἐγκατέλειψαν τὰς τάξεις καὶ κατέφυγον εἰς τὰ ὄρη.: [598, 1459, 880, 1533]
dadion-title: ΔΑΔΙΟΝ: [1376, 392, 1506, 421]
section-rule: [1086, 163, 1318, 166]
article-text: Ἀρκάδες καὶ Μεσσήνιοι τῆς δυνάμεως τούτης ὑπὸ τὴν στρατηγίαν τῆς Τριπόλεως ἀπεσθήθησαν ἐπὶ τῆς δυτικῆς πλευρᾶς τῆς ἐπαρχίας, ἀποκρούσαντες ἐκεῖνον ἐπαναστάσεις καὶ παρακολουθήσαντες μὲ τὸν ἐχθρόν. Συνάψαντες δὲ πρὸς αὐτοὺς σκληρὰν μάχην, ἐξηνάγκασαν αὐτοὺς ὑποχωρήσαντας πρὸς τὸ στενὸν τῆς Κυρλήτος. Οἱ Τοῦρκοι ἀντέτασσον ἰσχυρὰν ἀντίστασιν.: [112, 99, 344, 249]
sale-title: ΠΩΛΕΙΤΑΙ: [366, 1566, 428, 1579]
